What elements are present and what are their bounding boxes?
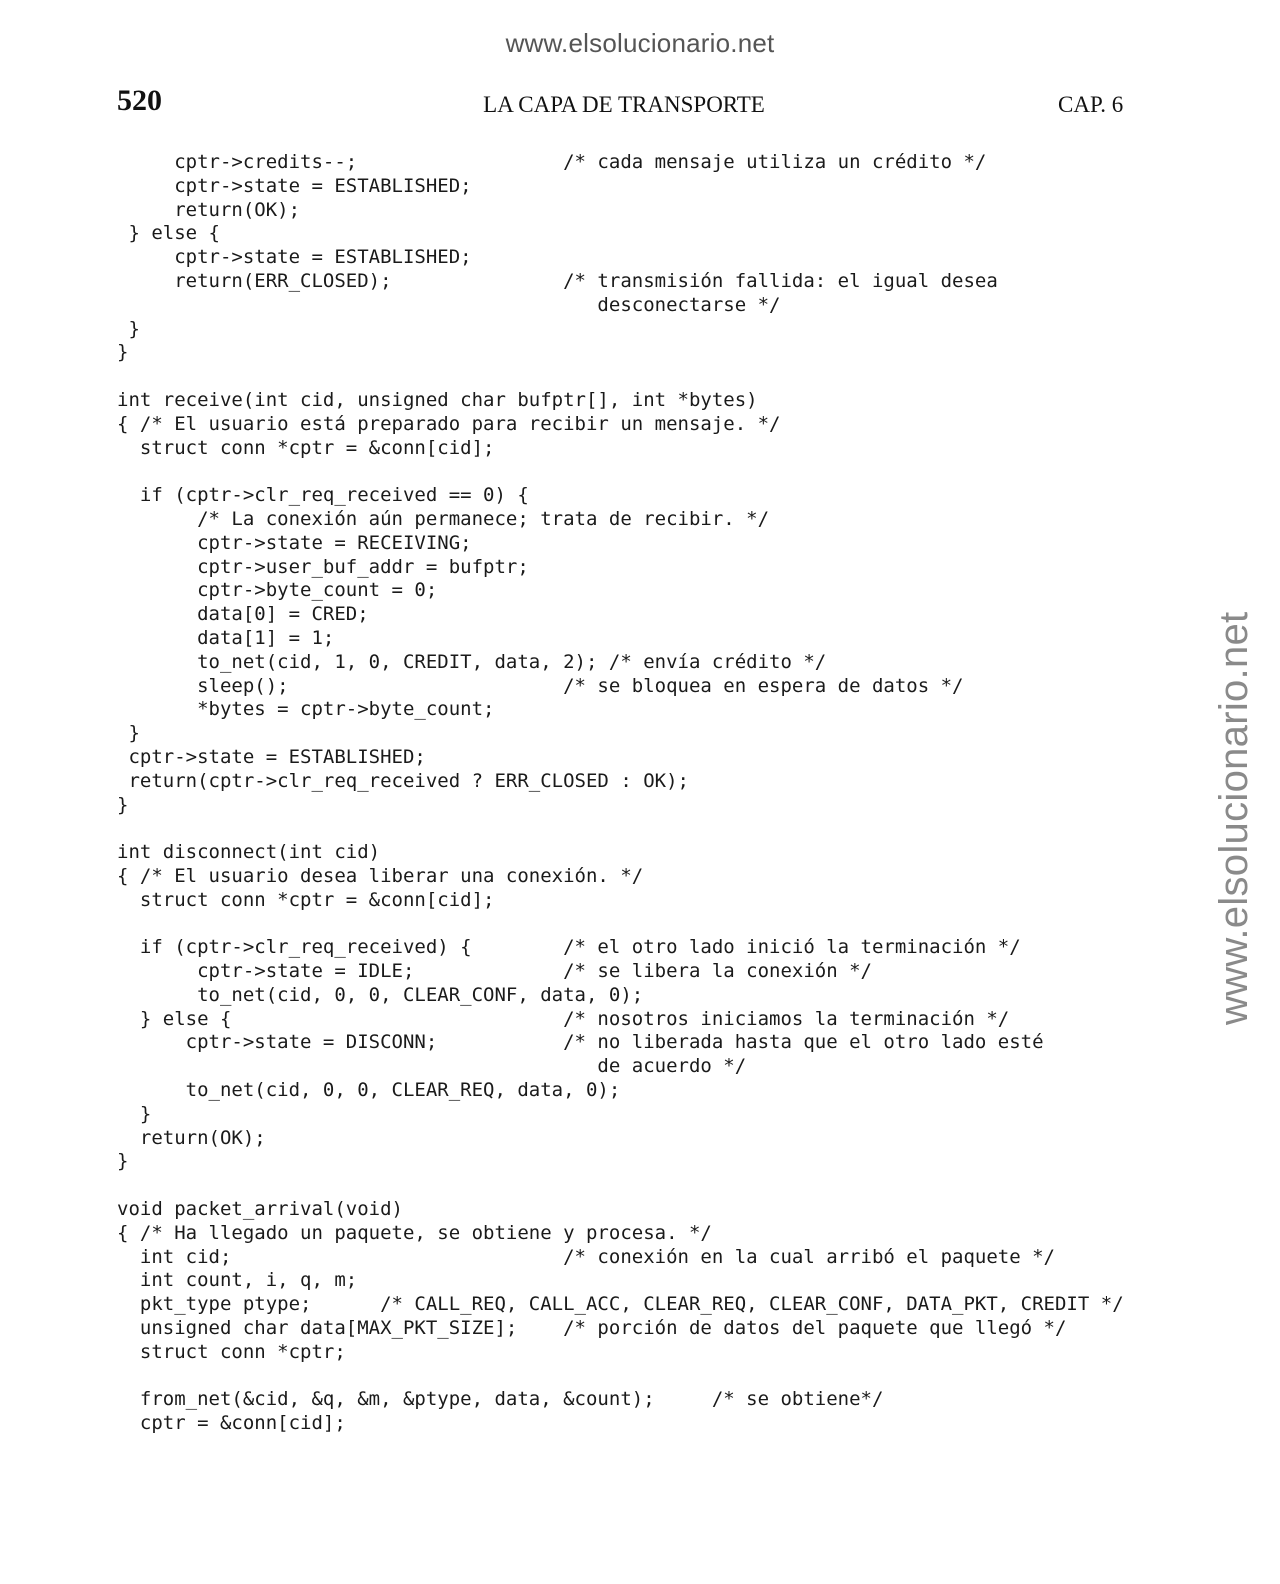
code-line: cptr->state = DISCONN; /* no liberada hasta que el otro lado esté [117,1031,1044,1054]
code-line [117,817,1147,841]
code-line [117,1365,1147,1389]
code-line: } [117,341,129,364]
code-line: return(cptr->clr_req_received ? ERR_CLOSED : OK); [117,769,689,792]
code-line: to_net(cid, 0, 0, CLEAR_REQ, data, 0); [117,1079,621,1102]
code-listing [117,151,1147,1436]
code-line: { /* El usuario desea liberar una conexión. */ [117,864,644,887]
site-url-header: www.elsolucionario.net [505,28,775,58]
code-line: desconectarse */ [117,293,781,316]
code-line: } [117,1150,129,1173]
code-line: cptr->state = RECEIVING; [117,531,472,554]
chapter-label: CAP. 6 [1058,92,1124,117]
code-line: data[0] = CRED; [117,603,369,626]
code-line: struct conn *cptr = &conn[cid]; [117,888,495,911]
code-line: cptr->user_buf_addr = bufptr; [117,555,529,578]
code-line: } else { [117,222,220,245]
code-line: return(OK); [117,198,301,221]
code-line: { /* Ha llegado un paquete, se obtiene y procesa. */ [117,1221,712,1244]
code-line: cptr->credits--; /* cada mensaje utiliza un crédito */ [117,151,987,173]
code-line: cptr->state = ESTABLISHED; [117,246,472,269]
code-line: int cid; /* conexión en la cual arribó el paquete */ [117,1245,1055,1268]
code-line: struct conn *cptr; [117,1340,346,1363]
code-line: pkt_type ptype; /* CALL_REQ, CALL_ACC, CLEAR_REQ, CLEAR_CONF, DATA_PKT, CREDIT */ [117,1293,1124,1316]
code-line: cptr->state = ESTABLISHED; [117,174,472,197]
code-line [117,460,1147,484]
code-line: if (cptr->clr_req_received) { /* el otro lado inició la terminación */ [117,936,1021,959]
code-line: cptr = &conn[cid]; [117,1412,346,1435]
code-line: struct conn *cptr = &conn[cid]; [117,436,495,459]
code-line: int disconnect(int cid) [117,841,381,864]
code-line: cptr->byte_count = 0; [117,579,438,602]
code-line [117,913,1147,937]
code-line [117,1174,1147,1198]
code-line: void packet_arrival(void) [117,1198,403,1221]
code-line: de acuerdo */ [117,1055,747,1078]
code-line: /* La conexión aún permanece; trata de recibir. */ [117,507,770,530]
code-line: } else { /* nosotros iniciamos la terminación */ [117,1007,1010,1030]
code-line: unsigned char data[MAX_PKT_SIZE]; /* porción de datos del paquete que llegó */ [117,1317,1067,1340]
side-watermark: www.elsolucionario.net [1212,611,1256,1025]
running-title: LA CAPA DE TRANSPORTE [483,92,765,117]
code-line: to_net(cid, 0, 0, CLEAR_CONF, data, 0); [117,983,644,1006]
code-line: cptr->state = IDLE; /* se libera la conexión */ [117,960,872,983]
code-line: } [117,722,140,745]
code-line: return(OK); [117,1126,266,1149]
code-line: sleep(); /* se bloquea en espera de datos */ [117,674,964,697]
code-line: { /* El usuario está preparado para recibir un mensaje. */ [117,412,781,435]
code-line: } [117,793,129,816]
code-line: if (cptr->clr_req_received == 0) { [117,484,529,507]
code-line: int count, i, q, m; [117,1269,358,1292]
code-line: } [117,317,140,340]
page-number: 520 [117,84,162,117]
code-line: return(ERR_CLOSED); /* transmisión fallida: el igual desea [117,269,998,292]
code-line: } [117,1102,152,1125]
code-line [117,365,1147,389]
code-line: data[1] = 1; [117,626,335,649]
code-line: to_net(cid, 1, 0, CREDIT, data, 2); /* envía crédito */ [117,650,827,673]
code-line: cptr->state = ESTABLISHED; [117,745,426,768]
code-line: int receive(int cid, unsigned char bufptr[], int *bytes) [117,388,758,411]
code-line: *bytes = cptr->byte_count; [117,698,495,721]
code-line: from_net(&cid, &q, &m, &ptype, data, &count); /* se obtiene*/ [117,1388,884,1411]
